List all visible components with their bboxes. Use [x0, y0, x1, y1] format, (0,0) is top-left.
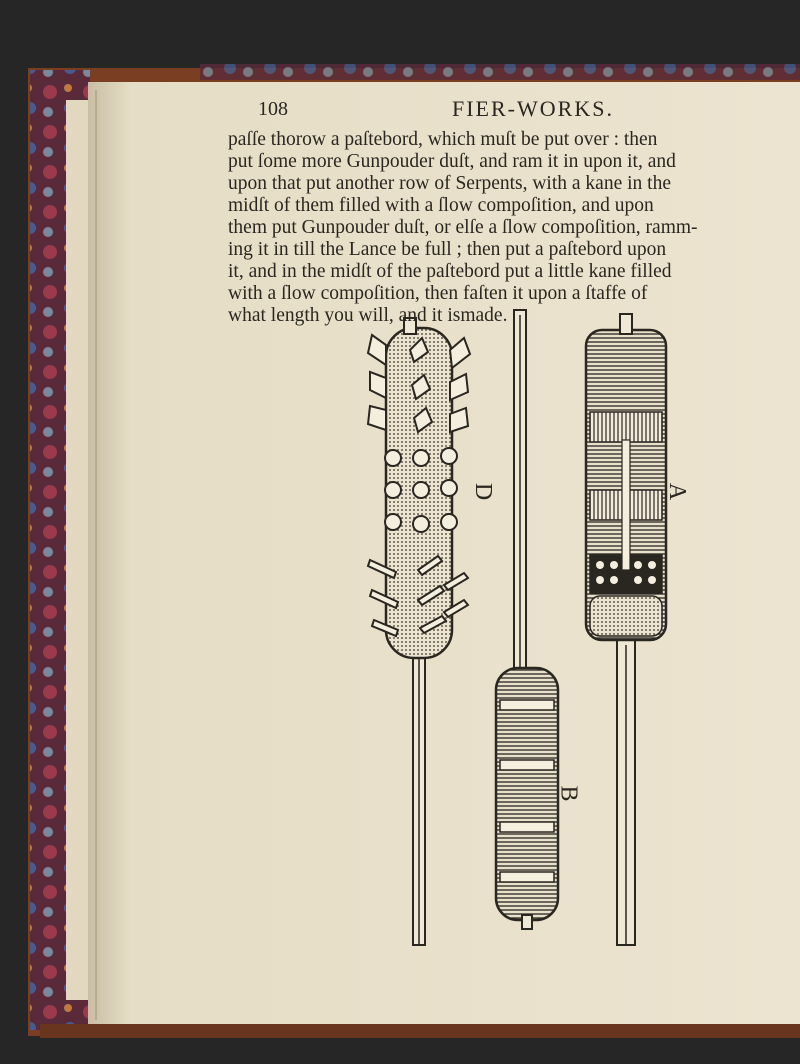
text-line: upon that put another row of Serpents, with a kane in the: [228, 173, 671, 194]
figure-label-b: B: [555, 785, 582, 802]
marbled-top-edge: [200, 64, 800, 80]
text-line: them put Gunpouder duſt, or elſe a ſlow compoſition, ramm-: [228, 217, 698, 238]
text-line: it, and in the midſt of the paſtebord put a little kane filled: [228, 261, 672, 282]
figure-label-a: A: [664, 482, 691, 501]
text-line: midſt of them filled with a ſlow compoſition, and upon: [228, 195, 654, 216]
page-number: 108: [258, 98, 288, 120]
text-line: put ſome more Gunpouder duſt, and ram it in upon it, and: [228, 151, 676, 172]
text-line: with a ſlow compoſition, then faſten it upon a ſtaffe of: [228, 283, 648, 304]
text-line: paſſe thorow a paſtebord, which muſt be put over : then: [228, 129, 658, 150]
cover-bottom-edge: [40, 1024, 800, 1038]
figure-label-d: D: [470, 482, 497, 501]
text-line: what length you will, and it ismade.: [228, 305, 508, 326]
running-head: FIER-WORKS.: [452, 96, 614, 121]
figure-a-fuse: [620, 314, 632, 334]
page-header: [110, 98, 790, 128]
text-line: ing it in till the Lance be full ; then put a paſtebord upon: [228, 239, 667, 260]
page-edges-left: [66, 100, 88, 1000]
